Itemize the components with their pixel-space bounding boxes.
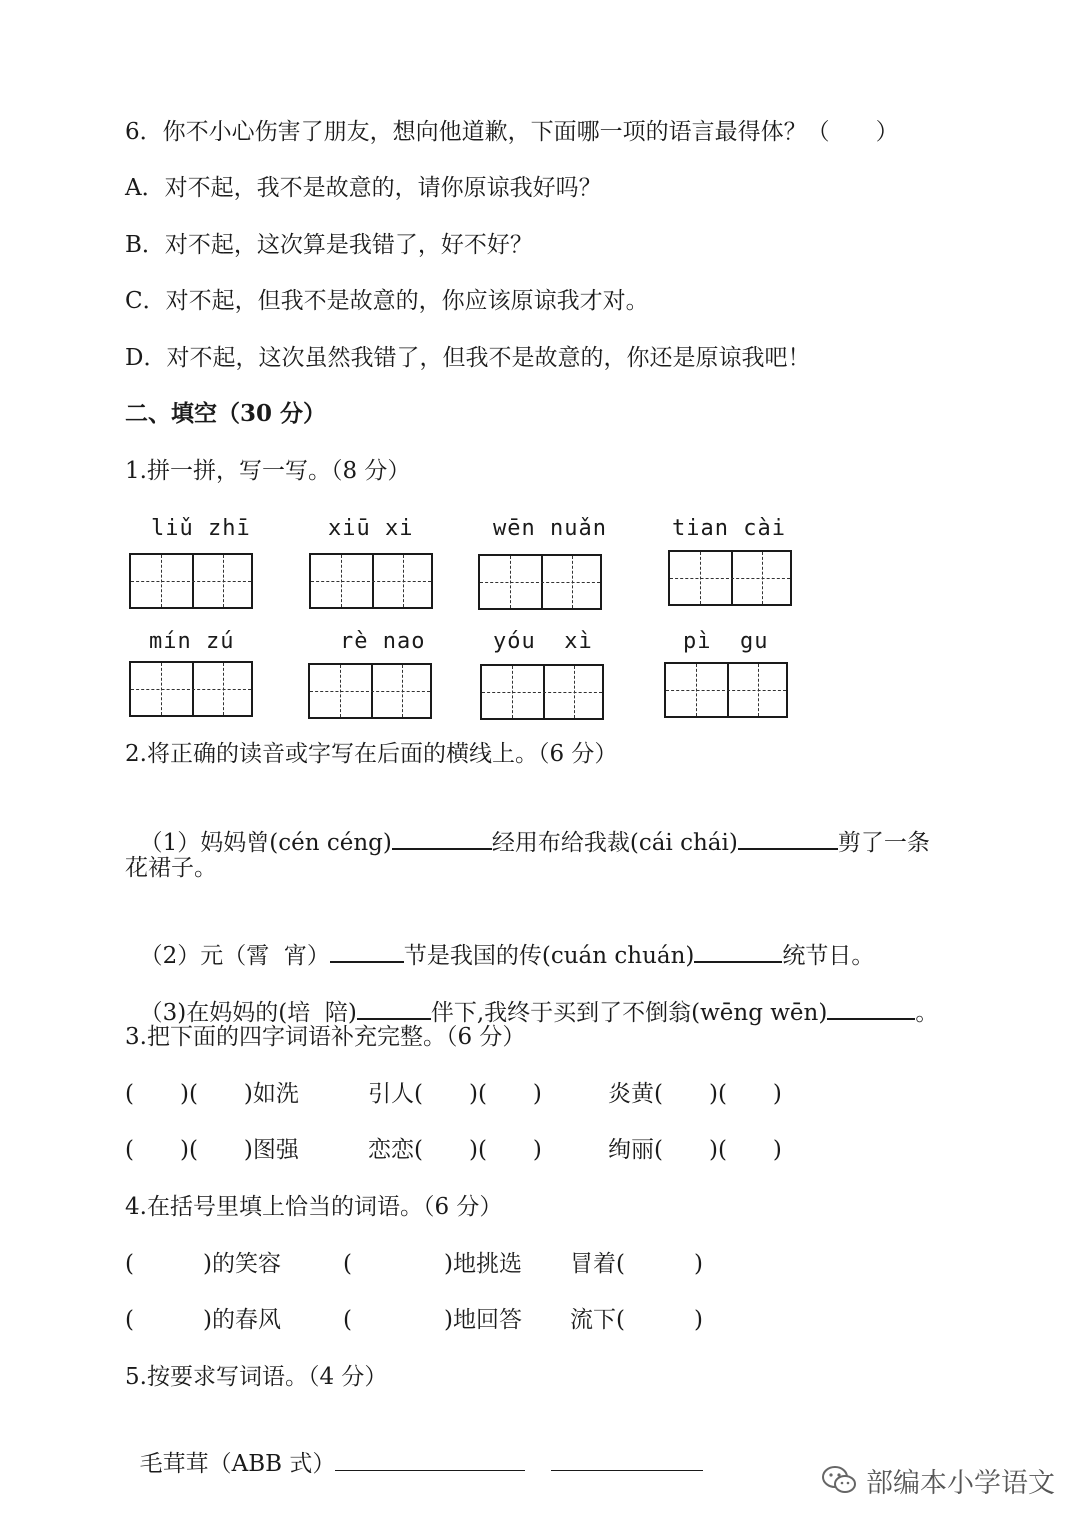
answer-blank[interactable] bbox=[392, 826, 492, 850]
pinyin-liu-zhi: liǔ zhī bbox=[151, 516, 251, 541]
q2-item-1-part-b: 经用布给我裁(cái chái) bbox=[491, 830, 738, 856]
q2-item-3-part-c: 。 bbox=[915, 1000, 939, 1026]
answer-blank[interactable] bbox=[335, 1448, 525, 1471]
writing-grid[interactable] bbox=[308, 663, 432, 719]
writing-grid[interactable] bbox=[309, 553, 433, 609]
q4-phrase: 冒着( ) bbox=[570, 1251, 703, 1277]
writing-grid[interactable] bbox=[129, 553, 253, 609]
q3-idiom: 恋恋( )( ) bbox=[368, 1137, 542, 1163]
q6-option-d: D．对不起，这次虽然我错了，但我不是故意的，你还是原谅我吧！ bbox=[125, 345, 811, 371]
q6-option-b: B．对不起，这次算是我错了，好不好？ bbox=[125, 232, 533, 258]
answer-blank[interactable] bbox=[827, 996, 915, 1020]
q4-phrase: ( )地挑选 bbox=[343, 1251, 522, 1277]
q4-phrase: ( )地回答 bbox=[343, 1307, 522, 1333]
writing-grid[interactable] bbox=[129, 661, 253, 717]
watermark-text: 部编本小学语文 bbox=[866, 1467, 1055, 1499]
pinyin-re-nao: rè nao bbox=[340, 629, 426, 654]
q3-idiom: ( )( )如洗 bbox=[125, 1081, 299, 1107]
q5-item-1-label: 毛茸茸（ABB 式） bbox=[139, 1451, 336, 1477]
q5-item-1 bbox=[125, 1418, 703, 1479]
answer-blank[interactable] bbox=[738, 826, 838, 850]
section-2-title: 二、填空（30 分） bbox=[125, 400, 327, 427]
pinyin-xiu-xi: xiū xi bbox=[328, 516, 414, 541]
q6-option-c: C．对不起，但我不是故意的，你应该原谅我才对。 bbox=[125, 288, 649, 314]
q2-item-2 bbox=[125, 909, 874, 971]
q4-phrase: 流下( ) bbox=[570, 1307, 703, 1333]
answer-blank[interactable] bbox=[357, 996, 431, 1020]
q2-item-2-part-a: （2）元（霄 宵） bbox=[139, 943, 330, 969]
writing-grid[interactable] bbox=[480, 664, 604, 720]
q3-title: 3.把下面的四字词语补充完整。（6 分） bbox=[125, 1024, 526, 1050]
q4-title: 4.在括号里填上恰当的词语。（6 分） bbox=[125, 1194, 503, 1220]
q4-phrase: ( )的春风 bbox=[125, 1307, 281, 1333]
q3-idiom: 引人( )( ) bbox=[368, 1081, 542, 1107]
pinyin-pi-gu: pì gu bbox=[683, 629, 769, 654]
writing-grid[interactable] bbox=[478, 554, 602, 610]
q2-item-3 bbox=[125, 966, 938, 1028]
watermark bbox=[820, 1462, 1055, 1498]
q3-idiom: 炎黄( )( ) bbox=[608, 1081, 782, 1107]
pinyin-you-xi: yóu xì bbox=[493, 629, 593, 654]
pinyin-min-zu: mín zú bbox=[149, 629, 235, 654]
q1-title: 1.拼一拼，写一写。（8 分） bbox=[125, 458, 411, 484]
q2-item-2-part-c: 统节日。 bbox=[782, 943, 875, 969]
wechat-icon bbox=[820, 1464, 858, 1496]
answer-blank[interactable] bbox=[330, 939, 404, 963]
q3-idiom: ( )( )图强 bbox=[125, 1137, 299, 1163]
writing-grid[interactable] bbox=[668, 550, 792, 606]
q2-item-3-part-b: 伴下,我终于买到了不倒翁(wēng wēn) bbox=[430, 1000, 828, 1026]
q2-item-1-part-a: （1）妈妈曾(cén céng) bbox=[139, 830, 392, 856]
q2-item-3-part-a: （3)在妈妈的(培 陪) bbox=[139, 1000, 357, 1026]
q4-phrase: ( )的笑容 bbox=[125, 1251, 281, 1277]
writing-grid[interactable] bbox=[664, 662, 788, 718]
question-6-stem: 6．你不小心伤害了朋友，想向他道歉，下面哪一项的语言最得体？（ ） bbox=[125, 119, 899, 145]
q6-option-a: A．对不起，我不是故意的，请你原谅我好吗？ bbox=[125, 175, 602, 201]
q3-idiom: 绚丽( )( ) bbox=[608, 1137, 782, 1163]
q2-item-2-part-b: 节是我国的传(cuán chuán) bbox=[403, 943, 695, 969]
q2-item-1 bbox=[125, 796, 930, 858]
answer-blank[interactable] bbox=[551, 1448, 703, 1471]
answer-blank[interactable] bbox=[694, 939, 782, 963]
pinyin-wen-nuan: wēn nuǎn bbox=[493, 516, 607, 541]
q2-title: 2.将正确的读音或字写在后面的横线上。（6 分） bbox=[125, 741, 618, 767]
q2-item-1-part-c: 剪了一条 bbox=[837, 830, 930, 856]
pinyin-tian-cai: tian cài bbox=[672, 516, 786, 541]
q5-title: 5.按要求写词语。（4 分） bbox=[125, 1364, 388, 1390]
q2-item-1-continued: 花裙子。 bbox=[125, 855, 217, 881]
